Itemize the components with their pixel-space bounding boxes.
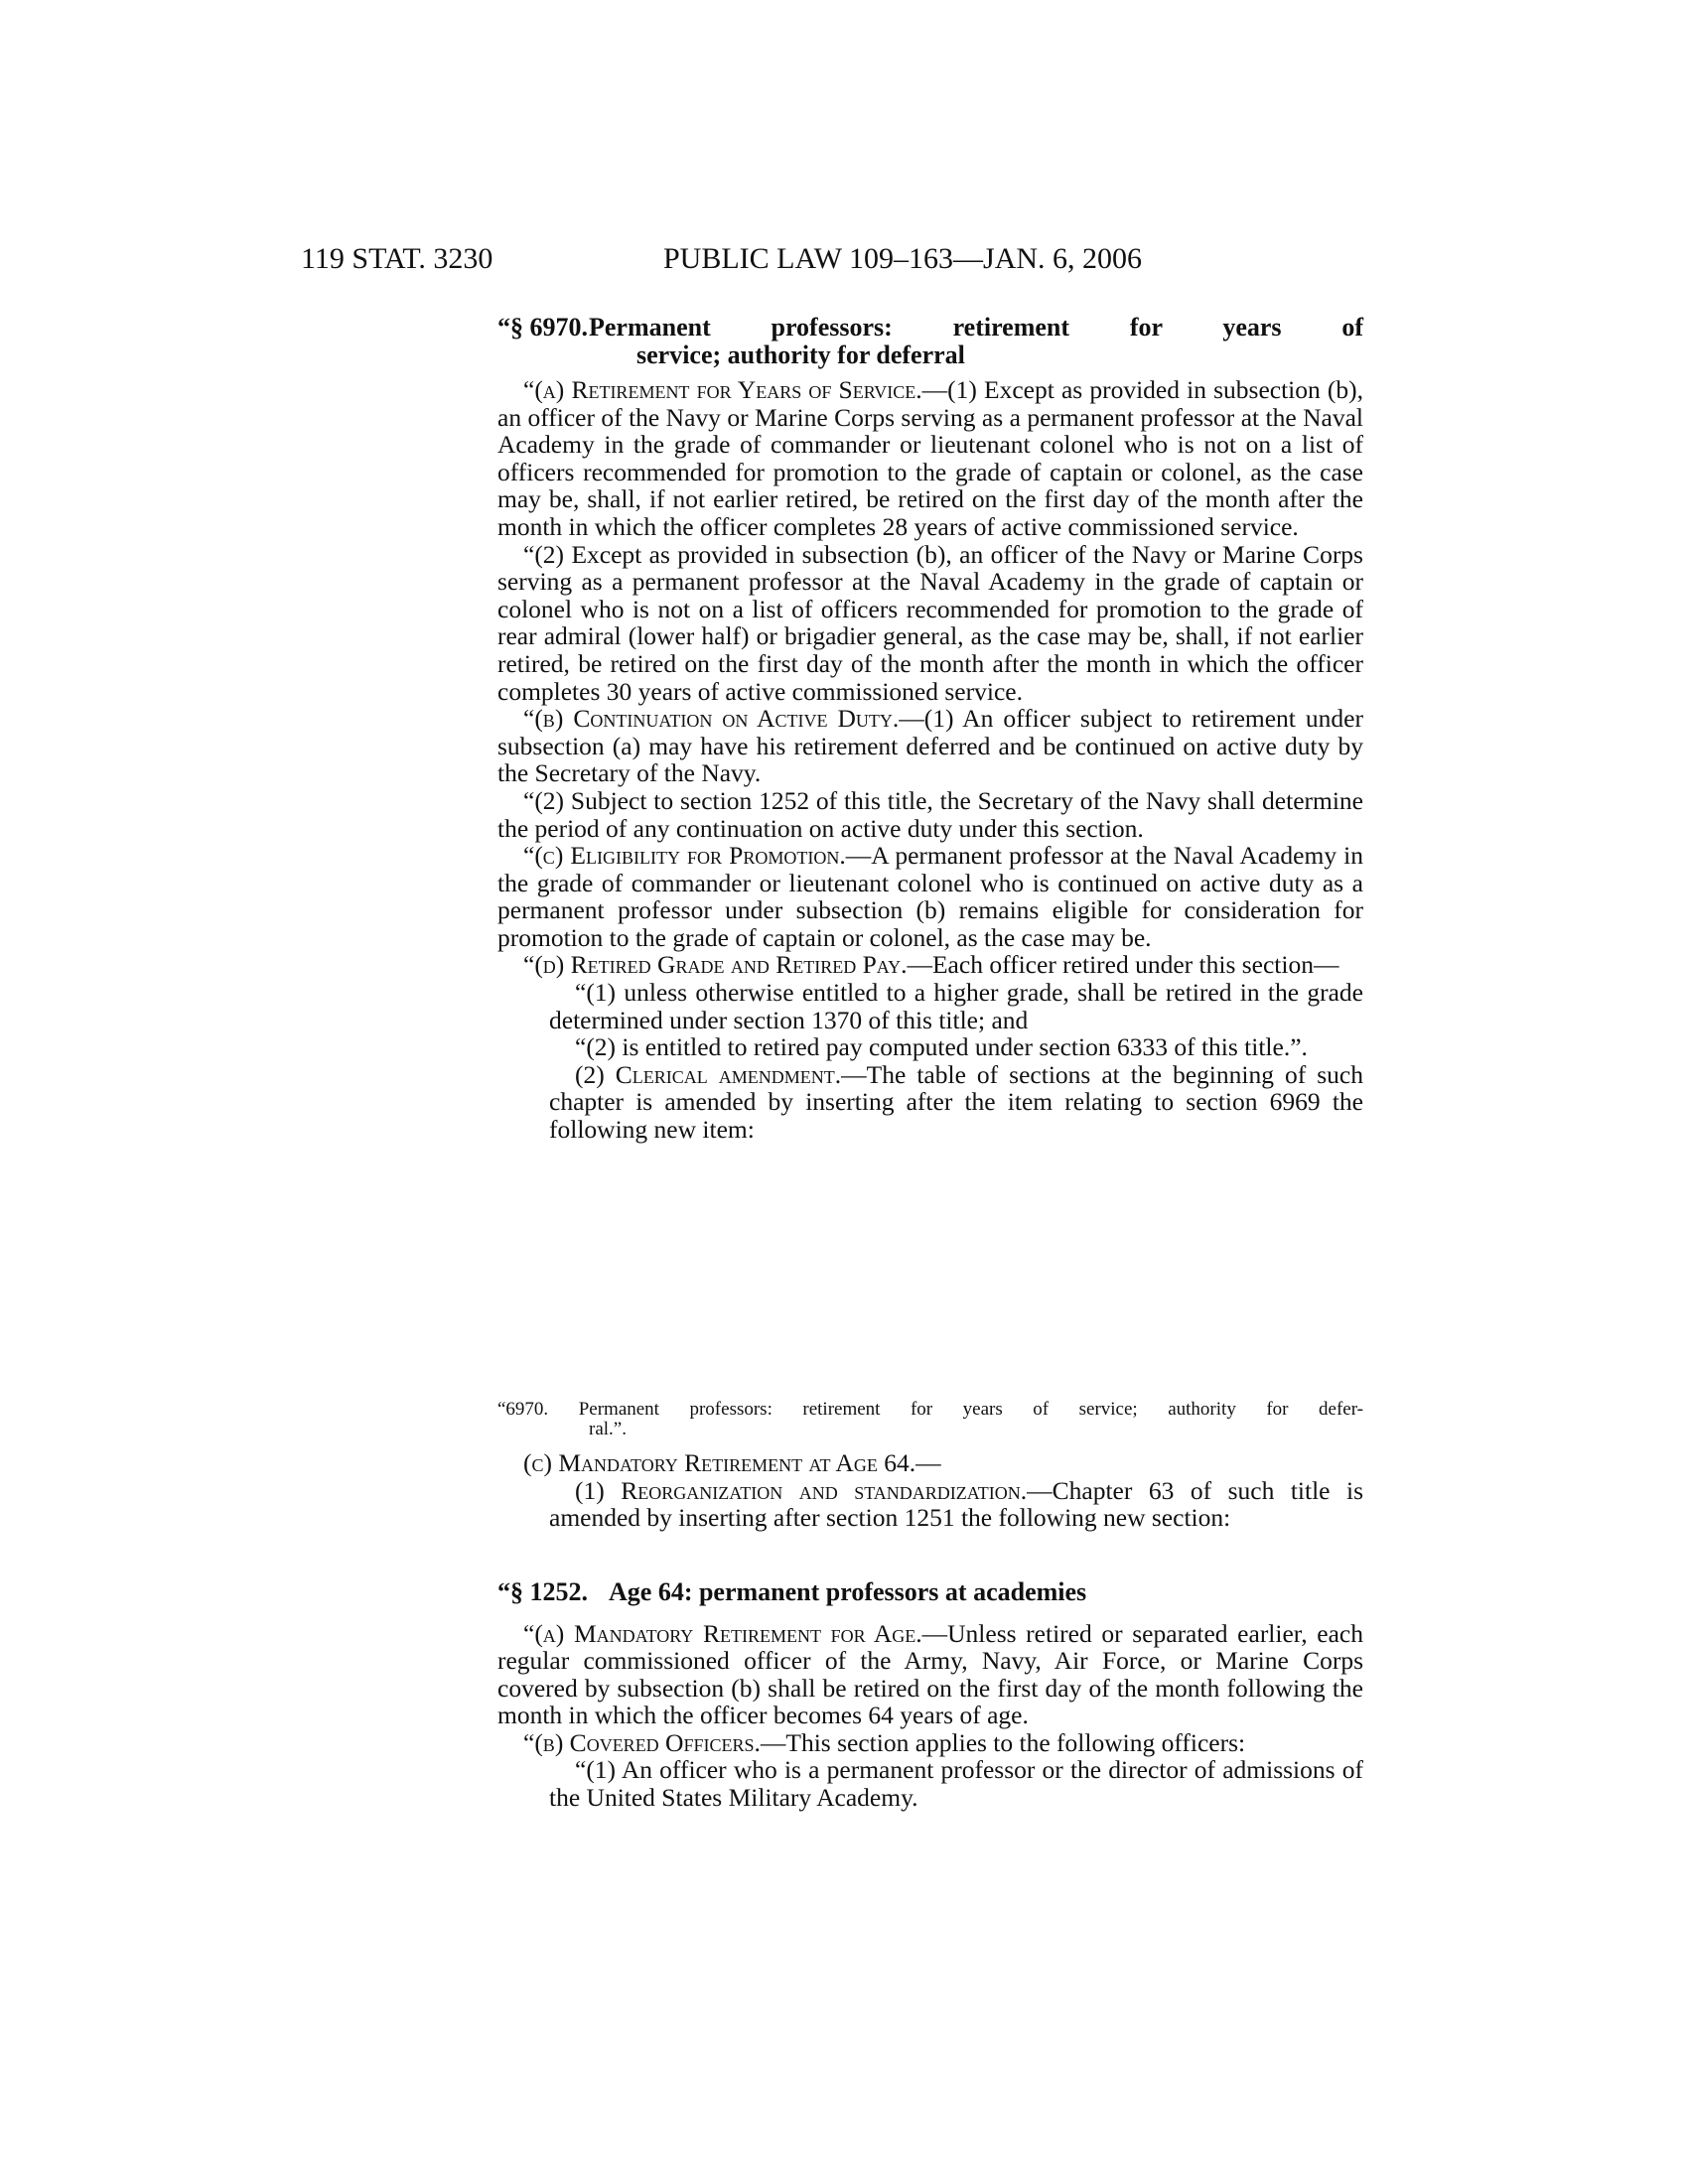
paragraph-c (497, 842, 1363, 951)
reorganization-text: —Chapter 63 of such title is amended by inserting after section 1251 the following new section: (549, 1475, 1364, 1533)
paragraph-d2: “(2) is entitled to retired pay computed under section 6333 of this title.”. (575, 1032, 1308, 1062)
reorganization-heading: (1) Reorganization and standardization. (575, 1475, 1028, 1505)
section-1252-block (497, 1578, 1363, 1812)
paragraph-b1-text: —(1) An officer subject to retirement under subsection (a) may have his retirement deferred and be continued on active duty by the Secretary of the Navy. (497, 704, 1363, 788)
section-1252-paragraph-a (497, 1620, 1363, 1729)
paragraph-b1 (497, 705, 1363, 787)
toc-line2: ral.”. (589, 1419, 627, 1439)
table-of-sections-item (497, 1400, 1363, 1439)
public-law-header: PUBLIC LAW 109–163—JAN. 6, 2006 (663, 242, 1143, 275)
clerical-amendment (497, 1061, 1363, 1144)
section-1252-b-heading: “(b) Covered Officers. (523, 1727, 761, 1757)
paragraph-d (497, 951, 1363, 979)
section-1252-heading (497, 1578, 1363, 1606)
paragraph-a2: “(2) Except as provided in subsection (b), an officer of the Navy or Marine Corps serving as a permanent professor at the Naval Academy in the grade of captain or colonel who is not on a list of officers recommended for promotion to the grade of rear admiral (lower half) or brigadier general, as the case may be, shall, if not earlier retired, be retired on the first day of the month after the month in which the officer completes 30 years of active commissioned service. (497, 539, 1363, 706)
subsection-c-heading-line (497, 1449, 1363, 1477)
clerical-amendment-text: —The table of sections at the beginning of such chapter is amended by inserting after the item relating to section 6969 the following new item: (549, 1059, 1363, 1145)
paragraph-a1 (497, 376, 1363, 541)
paragraph-d-heading: “(d) Retired Grade and Retired Pay. (523, 950, 908, 980)
section-6970-title-line2: service; authority for deferral (636, 340, 965, 369)
section-1252-title: Age 64: permanent professors at academies (609, 1577, 1087, 1606)
paragraph-a1-text: —(1) Except as provided in subsection (b), an officer of the Navy or Marine Corps serving as a permanent professor at the Naval Academy in the grade of commander or lieutenant colonel who is not on a list of officers recommended for promotion to the grade of captain or colonel, as the case may be, shall, if not earlier retired, be retired on the first day of the month after the month in which the officer completes 28 years of active commissioned service. (497, 375, 1363, 541)
paragraph-b-heading: “(b) Continuation on Active Duty. (523, 704, 900, 734)
section-6970-number: “§ 6970. (497, 313, 588, 341)
section-1252-paragraph-b (497, 1729, 1363, 1757)
paragraph-a-heading: “(a) Retirement for Years of Service. (523, 375, 922, 404)
section-6970-block (497, 314, 1363, 1144)
paragraph-c-heading: “(c) Eligibility for Promotion. (523, 841, 846, 871)
paragraph-d-text: —Each officer retired under this section— (907, 950, 1339, 980)
section-1252-paragraph-b1: “(1) An officer who is a permanent professor or the director of admissions of the United States Military Academy. (549, 1755, 1363, 1813)
page-number-header: 119 STAT. 3230 (301, 242, 493, 275)
section-6970-title-line1: Permanent professors: retirement for years of (589, 313, 1363, 341)
subsection-c-block (497, 1449, 1363, 1532)
section-1252-a-heading: “(a) Mandatory Retirement for Age. (523, 1618, 922, 1648)
clerical-amendment-heading: (2) Clerical amendment. (575, 1059, 842, 1089)
section-1252-number: “§ 1252. (497, 1577, 588, 1606)
paragraph-d1: “(1) unless otherwise entitled to a higher grade, shall be retired in the grade determined under section 1370 of this title; and (549, 978, 1363, 1034)
reorganization-paragraph (497, 1477, 1363, 1532)
paragraph-b2: “(2) Subject to section 1252 of this title, the Secretary of the Navy shall determine the period of any continuation on active duty under this section. (497, 785, 1363, 843)
subsection-c-dash: — (915, 1448, 941, 1477)
subsection-c-heading: (c) Mandatory Retirement at Age 64. (523, 1448, 916, 1477)
section-6970-heading (497, 314, 1363, 368)
section-1252-a-text: —Unless retired or separated earlier, each regular commissioned officer of the Army, Navy, Air Force, or Marine Corps covered by subsection (b) shall be retired on the first day of the month following the month in which the officer becomes 64 years of age. (497, 1618, 1363, 1730)
paragraph-c-text: —A permanent professor at the Naval Academy in the grade of commander or lieutenant colonel who is continued on active duty as a permanent professor under subsection (b) remains eligible for consideration for promotion to the grade of captain or colonel, as the case may be. (497, 841, 1363, 952)
toc-line1: “6970. Permanent professors: retirement for years of service; authority for defer- (497, 1399, 1363, 1420)
section-1252-b-text: —This section applies to the following officers: (760, 1727, 1246, 1757)
